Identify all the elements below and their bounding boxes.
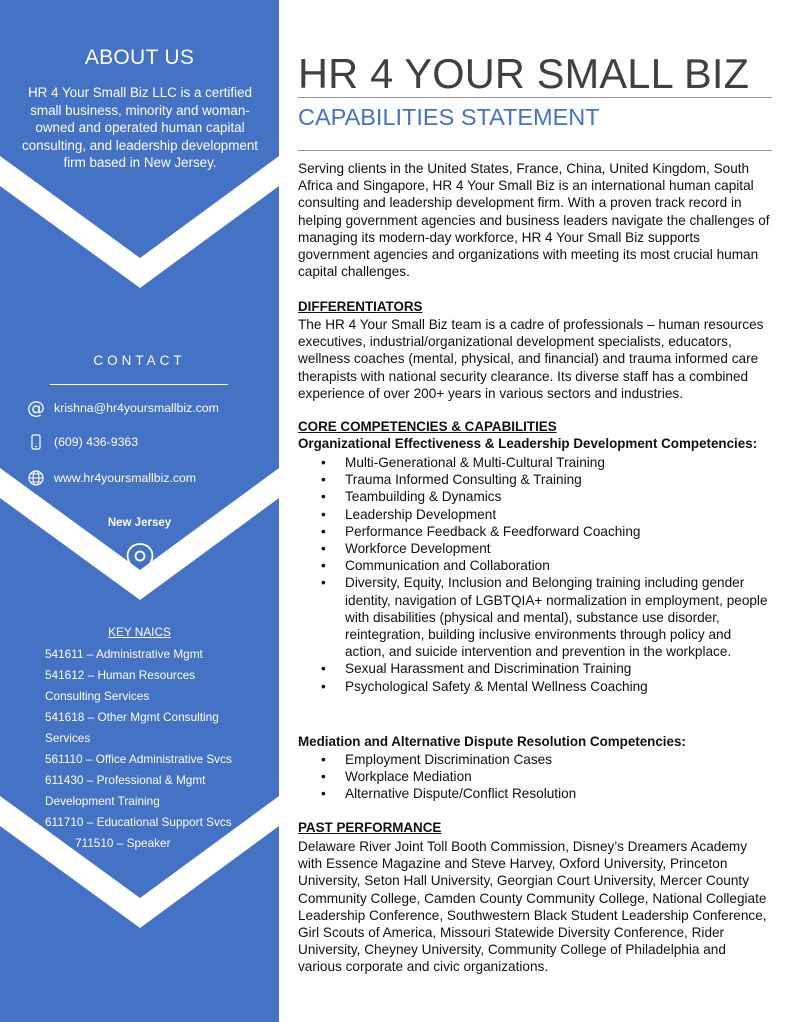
page-title: HR 4 YOUR SMALL BIZ — [298, 50, 750, 97]
naics-line: 611430 – Professional & Mgmt — [45, 773, 206, 787]
list-item: • Sexual Harassment and Discrimination Training — [298, 660, 772, 677]
contact-phone[interactable] — [26, 432, 138, 452]
list-item: • Communication and Collaboration — [298, 557, 772, 574]
org-competencies-list — [298, 454, 772, 695]
list-item: • Diversity, Equity, Inclusion and Belonging training including gender identity, navigation of LGBTQIA+ normalization in employment, people with disabilities (physical and mental), substance use disorder, reintegration, building inclusive environments through policy and action, and suicide intervention and prevention in the workplace. — [298, 574, 772, 660]
naics-line: 561110 – Office Administrative Svcs — [45, 752, 232, 766]
list-item: • Leadership Development — [298, 506, 772, 523]
title-divider — [298, 97, 772, 98]
page-subtitle: CAPABILITIES STATEMENT — [298, 104, 600, 130]
naics-line: Consulting Services — [45, 689, 150, 703]
org-effectiveness-heading: Organizational Effectiveness & Leadership Development Competencies: — [298, 436, 758, 451]
naics-line: 711510 – Speaker — [75, 836, 171, 850]
contact-website[interactable] — [26, 468, 196, 488]
location-pin-icon — [124, 541, 156, 581]
naics-list — [45, 644, 270, 854]
contact-phone-text[interactable]: (609) 436-9363 — [54, 435, 139, 449]
naics-line: 541611 – Administrative Mgmt — [45, 647, 203, 661]
location-label: New Jersey — [107, 517, 172, 529]
differentiators-heading: DIFFERENTIATORS — [298, 299, 423, 314]
list-item: • Employment Discrimination Cases — [298, 751, 772, 768]
mediation-list — [298, 751, 772, 803]
past-performance-paragraph: Delaware River Joint Toll Booth Commission, Disney’s Dreamers Academy with Essence Magazine and Steve Harvey, Oxford University, Princeton University, Seton Hall University, Georgian Court University, Mercer County Community College, Camden County Community College, National Collegiate Leadership Conference, Southwestern Black Student Leadership Conference, Girl Scouts of America, Missouri Statewide Diversity Conference, Rider University, Cheyney University, Community College of Philadelphia and various corporate and civic organizations. — [298, 839, 767, 975]
list-item: • Workforce Development — [298, 540, 772, 557]
core-competencies-heading: CORE COMPETENCIES & CAPABILITIES — [298, 419, 557, 434]
list-item: • Teambuilding & Dynamics — [298, 488, 772, 505]
intro-paragraph: Serving clients in the United States, France, China, United Kingdom, South Africa and Singapore, HR 4 Your Small Biz is an international human capital consulting and leadership development firm. With a proven track record in helping government agencies and business leaders navigate the challenges of managing its modern-day workforce, HR 4 Your Small Biz supports government agencies and organizations with meeting its most crucial human capital challenges. — [298, 161, 770, 280]
naics-line: 611710 – Educational Support Svcs — [45, 815, 232, 829]
contact-divider — [50, 384, 228, 385]
about-text: HR 4 Your Small Biz LLC is a certified small business, minority and woman-owned and operated human capital consulting, and leadership development firm based in New Jersey. — [22, 85, 258, 171]
contact-email[interactable] — [26, 398, 219, 418]
list-item: • Trauma Informed Consulting & Training — [298, 471, 772, 488]
list-item: • Workplace Mediation — [298, 768, 772, 785]
at-sign-icon — [26, 398, 46, 418]
list-item: • Multi-Generational & Multi-Cultural Training — [298, 454, 772, 471]
list-item: • Alternative Dispute/Conflict Resolution — [298, 785, 772, 802]
differentiators-paragraph: The HR 4 Your Small Biz team is a cadre of professionals – human resources executives, industrial/organizational development specialists, educators, wellness coaches (mental, physical, and financial) and trauma informed care therapists with national security clearance. Its diverse staff has a combined experience of over 200+ years in various sectors and industries. — [298, 317, 764, 401]
naics-title: KEY NAICS — [108, 625, 171, 639]
past-performance-heading: PAST PERFORMANCE — [298, 820, 442, 835]
mediation-heading: Mediation and Alternative Dispute Resolution Competencies: — [298, 734, 686, 749]
chevron-band-top — [0, 156, 279, 288]
naics-line: Services — [45, 731, 91, 745]
globe-icon — [26, 468, 46, 488]
contact-website-text[interactable]: www.hr4yoursmallbiz.com — [54, 471, 197, 485]
naics-line: Development Training — [45, 794, 160, 808]
about-title: ABOUT US — [84, 46, 195, 69]
contact-title: CONTACT — [93, 353, 186, 368]
list-item: • Performance Feedback & Feedforward Coaching — [298, 523, 772, 540]
list-item: • Psychological Safety & Mental Wellness Coaching — [298, 678, 772, 695]
subtitle-divider — [298, 150, 772, 151]
phone-icon — [26, 432, 46, 452]
sidebar — [0, 0, 279, 1022]
naics-line: 541618 – Other Mgmt Consulting — [45, 710, 219, 724]
contact-email-text[interactable]: krishna@hr4yoursmallbiz.com — [54, 401, 219, 415]
naics-line: 541612 – Human Resources — [45, 668, 196, 682]
svg-text:@: @ — [27, 398, 45, 418]
